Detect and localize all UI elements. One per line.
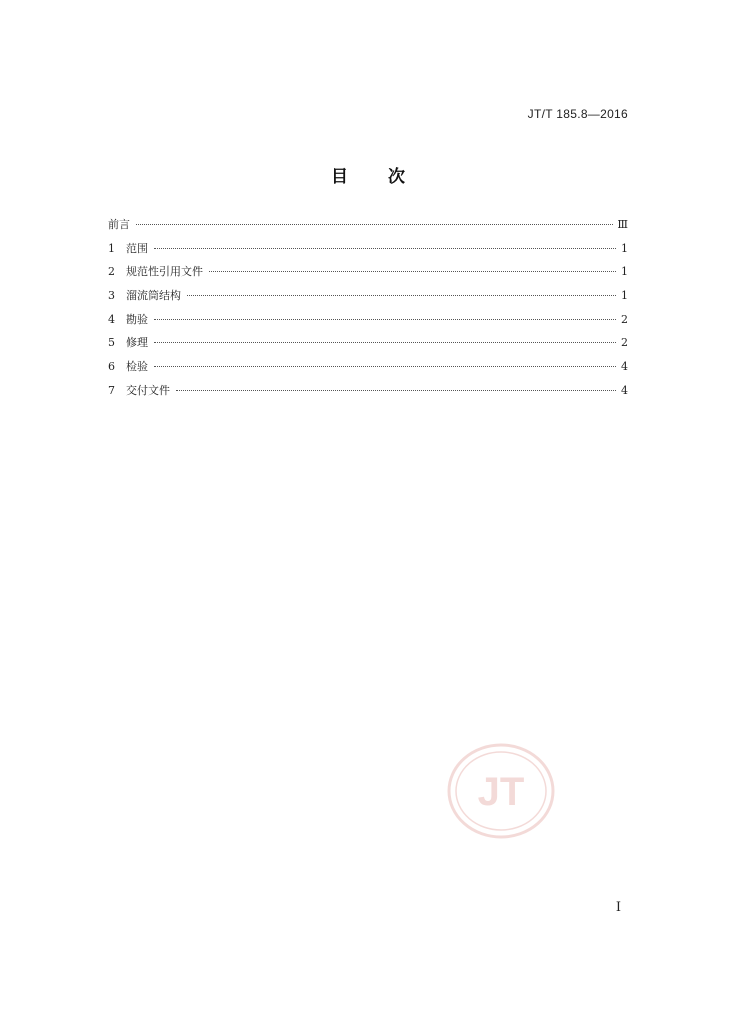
toc-entry-number: 7 <box>108 383 115 397</box>
toc-entry-number: 5 <box>108 336 115 350</box>
page-title <box>0 162 736 187</box>
toc-entry-number: 6 <box>108 360 115 374</box>
title-char-1: 目 <box>331 167 348 187</box>
toc-entry-5[interactable] <box>108 334 628 358</box>
toc-entry-label: 前言 <box>108 218 130 231</box>
toc-entry-label: 检验 <box>126 360 148 374</box>
toc-entry-1[interactable] <box>108 240 628 264</box>
toc-entry-label: 溜流筒结构 <box>126 289 181 303</box>
toc-entry-number: 1 <box>108 241 115 255</box>
svg-text:JT: JT <box>477 770 525 814</box>
toc-entry-6[interactable] <box>108 358 628 382</box>
toc-leader-dots <box>154 248 616 249</box>
toc-entry-page: 2 <box>621 312 628 326</box>
toc-entry-number: 3 <box>108 289 115 303</box>
toc-entry-page: 4 <box>621 360 628 374</box>
toc-entry-label: 勘验 <box>126 312 148 326</box>
title-char-2: 次 <box>388 167 405 187</box>
toc-entry-foreword[interactable] <box>108 216 628 240</box>
toc-entry-page: 1 <box>621 265 628 279</box>
toc-leader-dots <box>176 390 616 391</box>
toc-leader-dots <box>209 271 616 272</box>
toc-entry-4[interactable] <box>108 311 628 335</box>
toc-entry-number: 4 <box>108 312 115 326</box>
toc-entry-3[interactable] <box>108 287 628 311</box>
table-of-contents <box>108 216 628 406</box>
toc-entry-2[interactable] <box>108 263 628 287</box>
standard-code: JT/T 185.8—2016 <box>527 107 628 121</box>
toc-entry-number: 2 <box>108 265 115 279</box>
jt-logo-watermark <box>447 742 555 840</box>
page-number: I <box>615 900 621 915</box>
toc-entry-label: 范围 <box>126 241 148 255</box>
toc-entry-label: 交付文件 <box>126 383 170 397</box>
toc-entry-page: 1 <box>621 241 628 255</box>
toc-leader-dots <box>187 295 616 296</box>
toc-entry-page: 2 <box>621 336 628 350</box>
toc-entry-page: 4 <box>621 383 628 397</box>
toc-entry-label: 规范性引用文件 <box>126 265 203 279</box>
toc-entry-page: 1 <box>621 289 628 303</box>
toc-entry-page: Ⅲ <box>617 218 628 231</box>
toc-leader-dots <box>136 224 613 225</box>
toc-leader-dots <box>154 342 616 343</box>
toc-entry-7[interactable] <box>108 382 628 406</box>
toc-leader-dots <box>154 366 616 367</box>
toc-leader-dots <box>154 319 616 320</box>
toc-entry-label: 修理 <box>126 336 148 350</box>
